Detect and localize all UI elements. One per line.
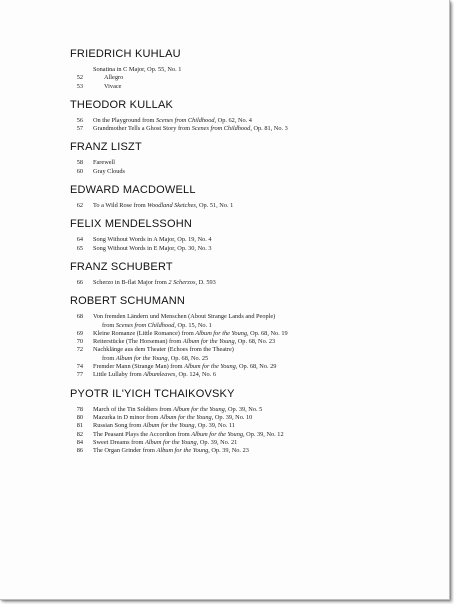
composer-name: FRIEDRICH KUHLAU xyxy=(70,48,181,60)
piece-title xyxy=(93,74,409,82)
composer-name: EDWARD MACDOWELL xyxy=(70,184,196,197)
piece-title xyxy=(93,363,409,371)
page-number xyxy=(70,322,93,330)
title-text: Scherzo in B-flat Major from xyxy=(93,278,169,286)
page-number xyxy=(70,355,93,363)
composer-name: FRANZ LISZT xyxy=(70,141,142,154)
toc-entry xyxy=(70,83,409,91)
page-number: 86 xyxy=(76,447,83,455)
composer-section xyxy=(70,184,409,210)
page-number: 84 xyxy=(76,438,83,446)
composer-name: ROBERT SCHUMANN xyxy=(70,295,186,308)
title-text: , Op. 68, No. 29 xyxy=(235,363,277,371)
title-text: Sonatina in C Major, Op. 55, No. 1 xyxy=(93,66,182,73)
composer-section xyxy=(70,261,409,287)
collection-title: Albumleaves xyxy=(143,371,176,379)
composer-section xyxy=(70,388,409,456)
collection-title: Album for the Young xyxy=(173,405,225,413)
title-text: Russian Song from xyxy=(93,422,143,430)
title-text: Kleine Romanze (Little Romance) from xyxy=(93,329,196,337)
piece-title xyxy=(93,346,409,354)
collection-title: Album for the Young xyxy=(156,447,209,455)
toc-entry xyxy=(70,414,409,422)
title-text: , Op. 68, No. 19 xyxy=(247,329,288,337)
toc-entry xyxy=(70,74,409,82)
title-text: , Op. 39, No. 10 xyxy=(211,413,253,421)
table-of-contents xyxy=(70,48,409,463)
title-text: Sweet Dreams from xyxy=(93,438,145,446)
page-number: 57 xyxy=(76,125,83,133)
toc-entry xyxy=(70,447,409,455)
title-text: Allegro xyxy=(104,74,124,82)
collection-title: Album for the Young xyxy=(142,422,195,430)
title-text: , Op. 68, No. 23 xyxy=(234,338,276,346)
composer-name: THEODOR KULLAK xyxy=(70,98,174,111)
title-text: Reiterstücke (The Horseman) from xyxy=(93,338,183,346)
page-number: 72 xyxy=(76,346,83,354)
piece-title xyxy=(93,414,409,422)
title-text: , Op. 68, No. 25 xyxy=(167,354,209,362)
toc-entry xyxy=(70,313,409,321)
title-text: Fremder Mann (Strange Man) from xyxy=(93,363,185,371)
toc-entry xyxy=(70,159,409,167)
collection-title: Album for the Young xyxy=(195,329,248,337)
page-number: 82 xyxy=(76,430,83,438)
piece-title xyxy=(93,447,409,455)
piece-title xyxy=(93,125,409,133)
piece-title xyxy=(93,245,409,253)
toc-entry xyxy=(70,439,409,447)
piece-title xyxy=(93,236,409,244)
toc-entry xyxy=(70,431,409,439)
toc-entry xyxy=(70,245,409,253)
toc-entry xyxy=(70,406,409,414)
title-text: Song Without Words in A Major, Op. 19, No. 4 xyxy=(93,236,212,244)
title-text: To a Wild Rose from xyxy=(93,202,148,210)
composer-name: PYOTR IL'YICH TCHAIKOVSKY xyxy=(70,387,235,400)
piece-title xyxy=(93,431,409,439)
toc-entry xyxy=(70,236,409,244)
toc-entry xyxy=(70,202,409,210)
page-number: 60 xyxy=(76,167,83,175)
page-number: 78 xyxy=(76,405,83,413)
title-text: , Op. 124, No. 6 xyxy=(175,371,216,379)
title-text: Mazurka in D minor from xyxy=(93,413,160,421)
composer-section xyxy=(70,141,409,176)
title-text: , Op. 15, No. 1 xyxy=(174,321,212,329)
piece-title xyxy=(93,159,409,167)
toc-entry xyxy=(70,279,409,287)
page-number: 68 xyxy=(76,313,83,321)
collection-title: Album for the Young xyxy=(159,413,212,421)
page-number: 74 xyxy=(76,363,83,371)
piece-title xyxy=(93,371,409,379)
page-number: 81 xyxy=(76,422,83,430)
title-text: Vivace xyxy=(104,82,122,90)
toc-entry xyxy=(70,66,409,74)
piece-title xyxy=(93,322,409,330)
collection-title: Woodland Sketches xyxy=(147,202,196,210)
page-number: 77 xyxy=(76,371,83,379)
page-number: 56 xyxy=(76,116,83,124)
title-text: , Op. 39, No. 11 xyxy=(194,422,235,430)
piece-title xyxy=(93,439,409,447)
title-text: Little Lullaby from xyxy=(93,371,144,379)
page-number: 58 xyxy=(76,159,83,167)
toc-entry xyxy=(70,346,409,354)
composer-section xyxy=(70,99,409,134)
collection-title: Album for the Young xyxy=(182,338,235,346)
page-number: 80 xyxy=(76,413,83,421)
collection-title: Album for the Young xyxy=(144,438,197,446)
collection-title: Album for the Young xyxy=(115,354,168,362)
title-text: Grandmother Tells a Ghost Story from xyxy=(93,125,192,133)
title-text: from xyxy=(102,354,116,362)
toc-entry xyxy=(70,125,409,133)
toc-entry xyxy=(70,330,409,338)
page-number: 70 xyxy=(76,338,83,346)
title-text: , Op. 81, No. 3 xyxy=(250,125,288,133)
piece-title xyxy=(93,83,409,91)
piece-title xyxy=(93,330,409,338)
piece-title xyxy=(93,338,409,346)
piece-title xyxy=(93,355,409,363)
page-number: 65 xyxy=(76,244,83,252)
title-text: March of the Tin Soldiers from xyxy=(93,405,174,413)
title-text: , Op. 39, No. 12 xyxy=(243,430,284,438)
page-number: 53 xyxy=(76,82,83,90)
title-text: from xyxy=(102,321,116,329)
title-text: , Op. 51, No. 1 xyxy=(195,202,234,210)
composer-section xyxy=(70,48,409,91)
toc-entry xyxy=(70,371,409,379)
title-text: Farewell xyxy=(93,159,116,167)
collection-title: Album for the Young xyxy=(191,430,244,438)
composer-section xyxy=(70,295,409,379)
piece-title xyxy=(93,406,409,414)
page-number: 62 xyxy=(76,202,83,210)
title-text: Song Without Words in E Major, Op. 30, No. 3 xyxy=(93,244,212,252)
piece-title xyxy=(93,117,409,125)
title-text: Von fremden Ländern und Menschen (About Strange Lands and People) xyxy=(93,313,276,321)
title-text: The Organ Grinder from xyxy=(93,447,157,455)
collection-title: 2 Scherzos xyxy=(168,278,196,286)
piece-title xyxy=(93,422,409,430)
title-text: On the Playground from xyxy=(93,116,156,124)
title-text: , D. 593 xyxy=(195,278,216,286)
toc-entry xyxy=(70,363,409,371)
page-number xyxy=(70,66,93,74)
piece-title xyxy=(93,202,409,210)
piece-title xyxy=(93,66,409,74)
toc-entry xyxy=(70,338,409,346)
title-text: , Op. 39, No. 23 xyxy=(208,447,249,455)
piece-title xyxy=(93,279,409,287)
title-text: Gray Clouds xyxy=(93,167,126,175)
title-text: The Peasant Plays the Accordion from xyxy=(93,430,192,438)
title-text: Nachklänge aus dem Theater (Echoes from the Theatre) xyxy=(93,346,234,354)
toc-entry xyxy=(70,168,409,176)
collection-title: Album for the Young xyxy=(184,363,236,371)
page-number: 64 xyxy=(76,236,83,244)
title-text: , Op. 62, No. 4 xyxy=(214,116,252,124)
toc-entry xyxy=(70,117,409,125)
page-number: 52 xyxy=(76,74,83,82)
piece-title xyxy=(93,168,409,176)
toc-entry-continuation xyxy=(70,355,409,363)
page-number: 69 xyxy=(76,329,83,337)
collection-title: Scenes from Childhood xyxy=(191,125,251,133)
piece-title xyxy=(93,313,409,321)
collection-title: Scenes from Childhood xyxy=(115,321,175,329)
title-text: , Op. 39, No. 21 xyxy=(196,438,238,446)
toc-entry-continuation xyxy=(70,322,409,330)
composer-section xyxy=(70,218,409,253)
composer-name: FRANZ SCHUBERT xyxy=(70,260,173,273)
title-text: , Op. 39, No. 5 xyxy=(224,405,263,413)
page-number: 66 xyxy=(76,278,83,286)
collection-title: Scenes from Childhood xyxy=(155,116,215,124)
composer-name: FELIX MENDELSSOHN xyxy=(70,218,192,231)
toc-entry xyxy=(70,422,409,430)
